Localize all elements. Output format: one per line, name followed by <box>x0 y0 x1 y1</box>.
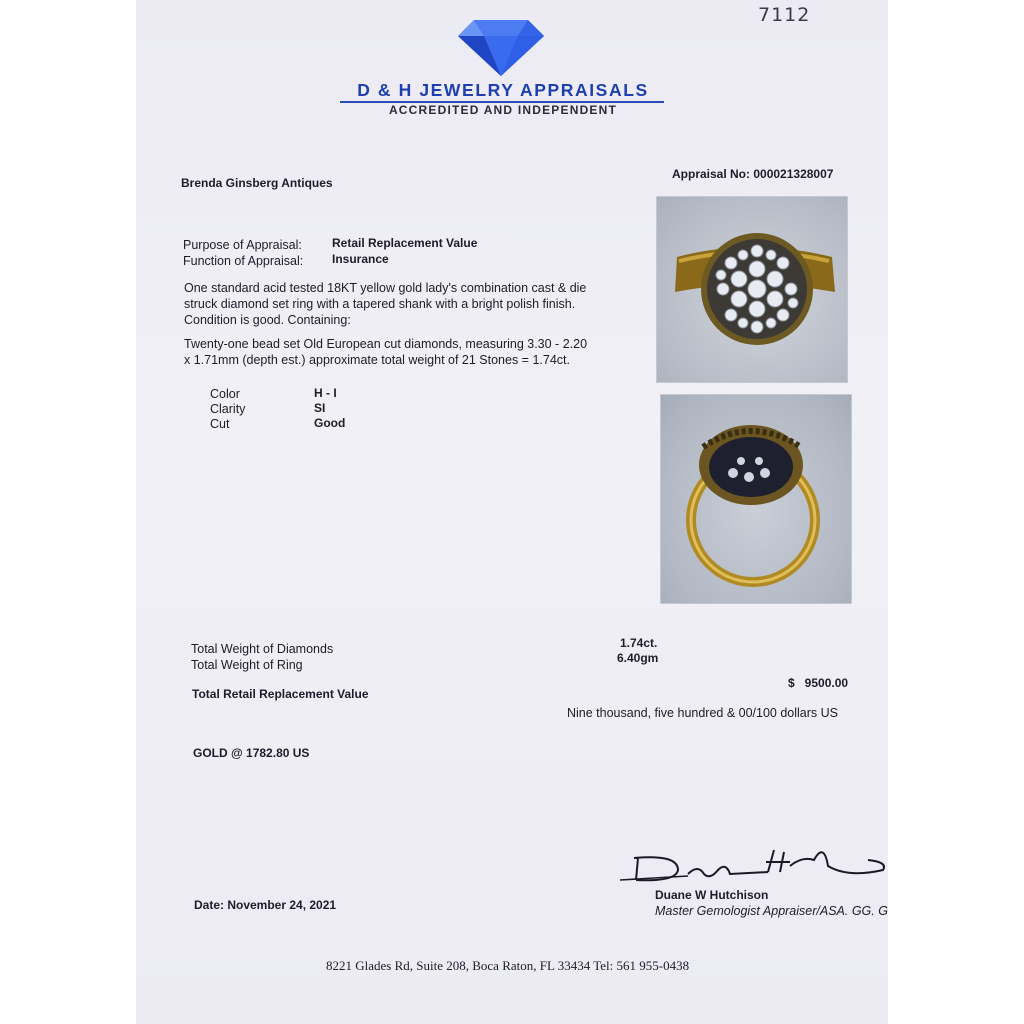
appraisal-number: Appraisal No: 000021328007 <box>672 167 834 181</box>
total-value-amount: $ 9500.00 <box>788 676 849 690</box>
background-right <box>888 0 1024 1024</box>
grade-value-color: H - I <box>314 386 337 400</box>
description-line: Condition is good. Containing: <box>184 313 351 327</box>
purpose-label: Purpose of Appraisal: <box>183 238 302 252</box>
background-left <box>0 0 136 1024</box>
appraisal-date: Date: November 24, 2021 <box>194 898 337 912</box>
ring-weight-value: 6.40gm <box>617 651 659 665</box>
diamond-icon <box>456 18 546 78</box>
ring-photo-top <box>656 196 848 383</box>
diamond-weight-label: Total Weight of Diamonds <box>191 642 334 656</box>
footer-address: 8221 Glades Rd, Suite 208, Boca Raton, FL 33434 Tel: 561 955-0438 <box>326 958 690 973</box>
function-label: Function of Appraisal: <box>183 254 304 268</box>
signer-title: Master Gemologist Appraiser/ASA. GG. G <box>655 904 888 918</box>
brand-tagline: ACCREDITED AND INDEPENDENT <box>388 103 618 117</box>
grade-value-cut: Good <box>314 416 346 430</box>
stones-line: Twenty-one bead set Old European cut diamonds, measuring 3.30 - 2.20 <box>184 337 588 351</box>
handwritten-note: 7112 <box>758 4 811 26</box>
client-name: Brenda Ginsberg Antiques <box>181 176 333 190</box>
function-value: Insurance <box>332 252 389 266</box>
stones-description <box>184 336 587 368</box>
ring-weight-label: Total Weight of Ring <box>191 658 303 672</box>
appraisal-document <box>136 0 888 1024</box>
signer-name: Duane W Hutchison <box>655 888 769 902</box>
ring-photo-side <box>660 394 852 604</box>
purpose-value: Retail Replacement Value <box>332 236 478 250</box>
grade-value-clarity: SI <box>314 401 326 415</box>
grade-label-color: Color <box>210 387 240 401</box>
total-value-label: Total Retail Replacement Value <box>192 687 369 701</box>
description-line: One standard acid tested 18KT yellow gold lady's combination cast & die <box>184 281 587 295</box>
description-line: struck diamond set ring with a tapered shank with a bright polish finish. <box>184 297 576 311</box>
total-value-words: Nine thousand, five hundred & 00/100 dollars US <box>567 706 839 720</box>
grade-label-cut: Cut <box>210 417 230 431</box>
grade-label-clarity: Clarity <box>210 402 246 416</box>
stones-line: x 1.71mm (depth est.) approximate total weight of 21 Stones = 1.74ct. <box>184 353 570 367</box>
gold-price: GOLD @ 1782.80 US <box>193 746 310 760</box>
diamond-weight-value: 1.74ct. <box>620 636 658 650</box>
signature <box>618 836 888 896</box>
ring-description <box>184 280 586 328</box>
brand-name: D & H JEWELRY APPRAISALS <box>357 80 649 100</box>
